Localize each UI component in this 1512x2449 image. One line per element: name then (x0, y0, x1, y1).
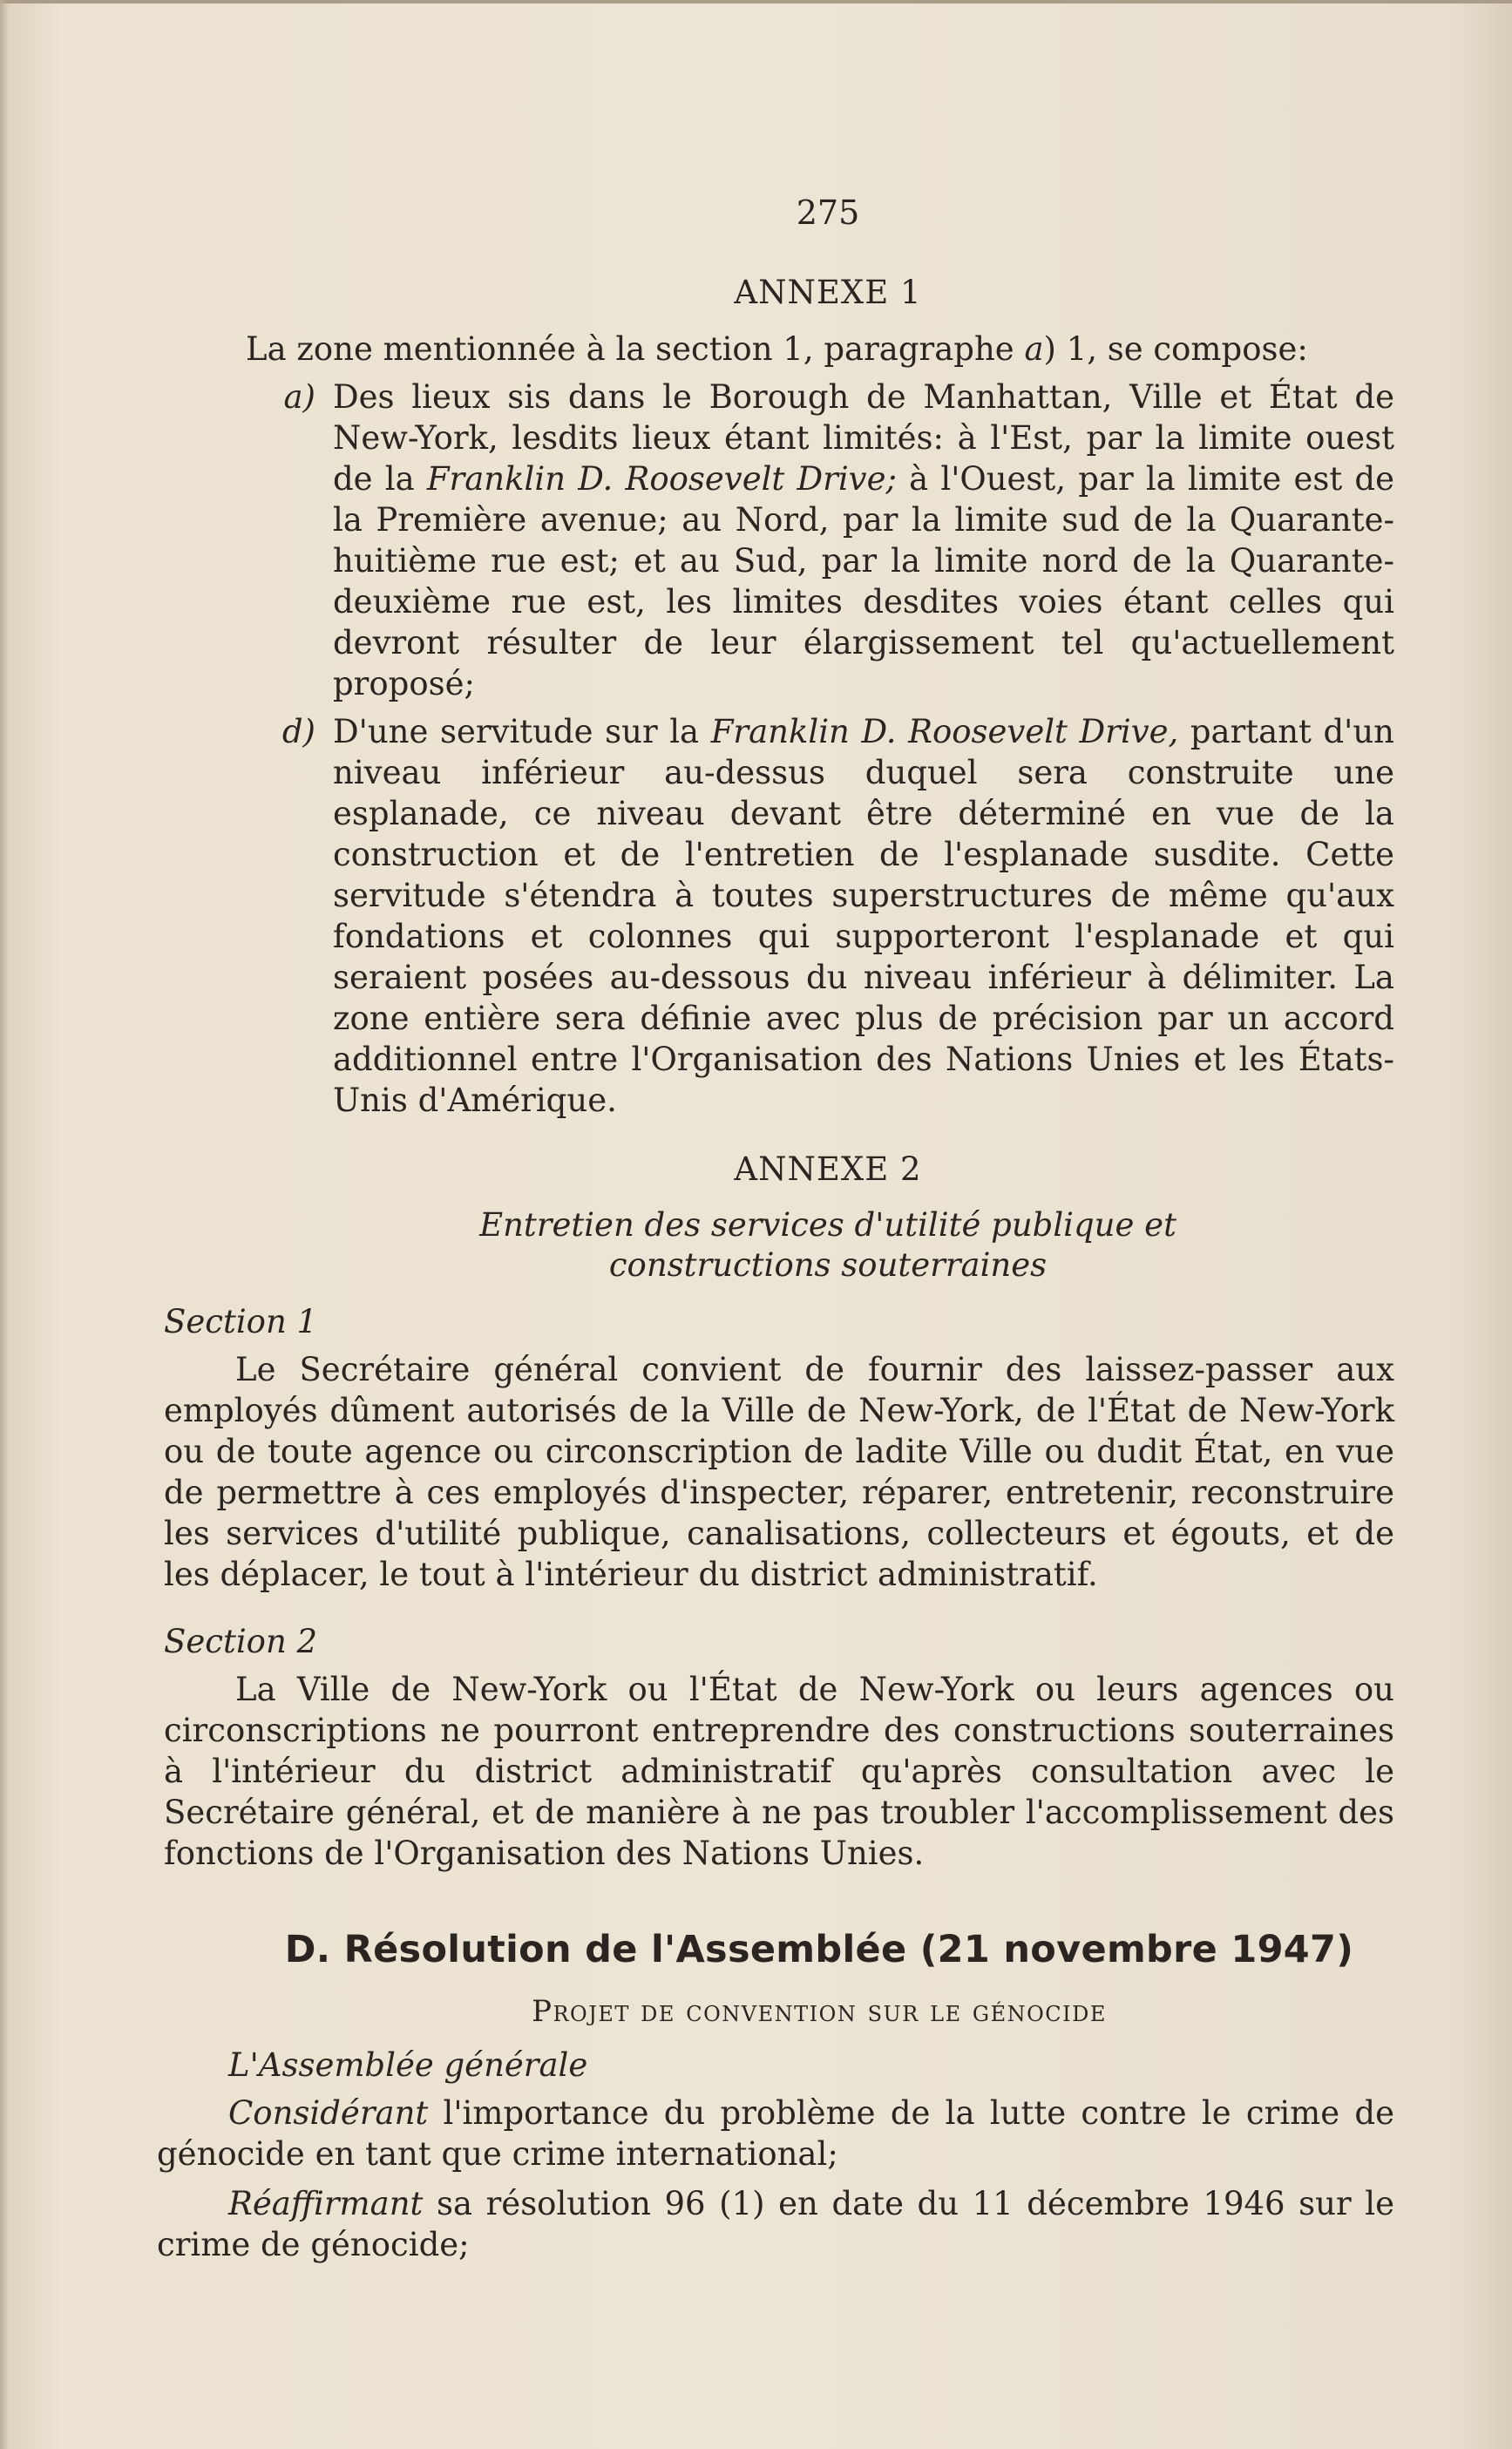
annexe-2-subtitle-line-1: Entretien des services d'utilité publique et (479, 1206, 1176, 1244)
annexe-1-intro-post: ) 1, se compose: (1043, 330, 1308, 368)
annexe-2-subtitle (261, 1205, 1394, 1286)
section-heading: Section 2 (164, 1623, 318, 1660)
item-text (333, 711, 1394, 1121)
annexe-1-item-a (261, 377, 1394, 704)
annexe-1-intro-pre: La zone mentionnée à la section 1, paragraphe (246, 330, 1025, 368)
annexe-1-title: ANNEXE 1 (734, 274, 922, 311)
section-text: La Ville de New-York ou l'État de New-York ou leurs agences ou circonscriptions ne pourront entreprendre des constructions souterraines à l'intérieur du district administratif qu'après consultation avec le Secrétaire général, et de manière à ne pas troubler l'accomplissement des fonctions de l'Organisation des Nations Unies. (164, 1671, 1394, 1872)
considerant-paragraph (157, 2093, 1394, 2174)
annexe-1-item-d (261, 711, 1394, 1121)
paragraph-text: sa résolution 96 (1) en date du 11 décembre 1946 sur le crime de génocide; (157, 2185, 1394, 2263)
annexe-2-subtitle-line-2: constructions souterraines (608, 1246, 1048, 1284)
annexe-2-title: ANNEXE 2 (734, 1150, 922, 1188)
paragraph-text: l'importance du problème de la lutte contre le crime de génocide en tant que crime international; (157, 2094, 1394, 2173)
annexe-2-section-2 (157, 1621, 1394, 1874)
page-binding-shadow (0, 0, 9, 2449)
item-label: d) (281, 713, 315, 750)
section-text: Le Secrétaire général convient de fournir des laissez-passer aux employés dûment autorisés de la Ville de New-York, de l'État de New-York ou de toute agence ou circonscription de ladite Ville ou dudit État, en vue de permettre à ces employés d'inspecter, réparer, entretenir, reconstruire les services d'utilité publique, canalisations, collecteurs et égouts, et de les déplacer, le tout à l'intérieur du district administratif. (164, 1351, 1394, 1593)
page-top-edge (0, 0, 1512, 3)
item-text-part: partant d'un niveau inférieur au-dessus duquel sera construite une esplanade, ce niveau devant être déterminé en vue de la construction et de l'entretien de l'esplanade susdite. Cette servitude s'étendra à toutes superstructures de même qu'aux fondations et colonnes qui supporteront l'esplanade et qui seraient posées au-dessous du niveau inférieur à délimiter. La zone entière sera définie avec plus de précision par un accord additionnel entre l'Organisation des Nations Unies et les États-Unis d'Amérique. (333, 713, 1394, 1119)
annexe-1-intro (157, 329, 1394, 370)
reaffirmant-paragraph (157, 2183, 1394, 2265)
item-text-italic: Franklin D. Roosevelt Drive, (710, 713, 1179, 750)
annexe-2-section-1 (157, 1301, 1394, 1595)
annexe-1-intro-a: a (1024, 330, 1044, 368)
item-label: a) (283, 378, 315, 416)
item-text (333, 377, 1394, 704)
paragraph-lead: Réaffirmant (228, 2185, 424, 2222)
item-text-part: à l'Ouest, par la limite est de la Première avenue; au Nord, par la limite sud de la Quarante-huitième rue est; et au Sud, par la limite nord de la Quarante-deuxième rue est, les limites desdites voies étant celles qui devront résulter de leur élargissement tel qu'actuellement proposé; (333, 460, 1394, 702)
section-heading: Section 1 (164, 1303, 318, 1340)
item-text-italic: Franklin D. Roosevelt Drive; (426, 460, 897, 498)
page-number: 275 (796, 193, 860, 232)
paragraph-lead: Considérant (228, 2094, 429, 2132)
page-content (157, 193, 1394, 2274)
item-text-part: D'une servitude sur la (333, 713, 711, 750)
item-text-part: Des lieux sis dans le Borough de Manhattan, Ville et État de New-York, lesdits lieux étant limités: à l'Est, par la limite ouest de la (333, 378, 1394, 498)
assembly-label: L'Assemblée générale (228, 2046, 588, 2084)
resolution-subheading: Projet de convention sur le génocide (532, 1994, 1107, 2029)
resolution-heading: D. Résolution de l'Assemblée (21 novembre 1947) (284, 1928, 1354, 1971)
